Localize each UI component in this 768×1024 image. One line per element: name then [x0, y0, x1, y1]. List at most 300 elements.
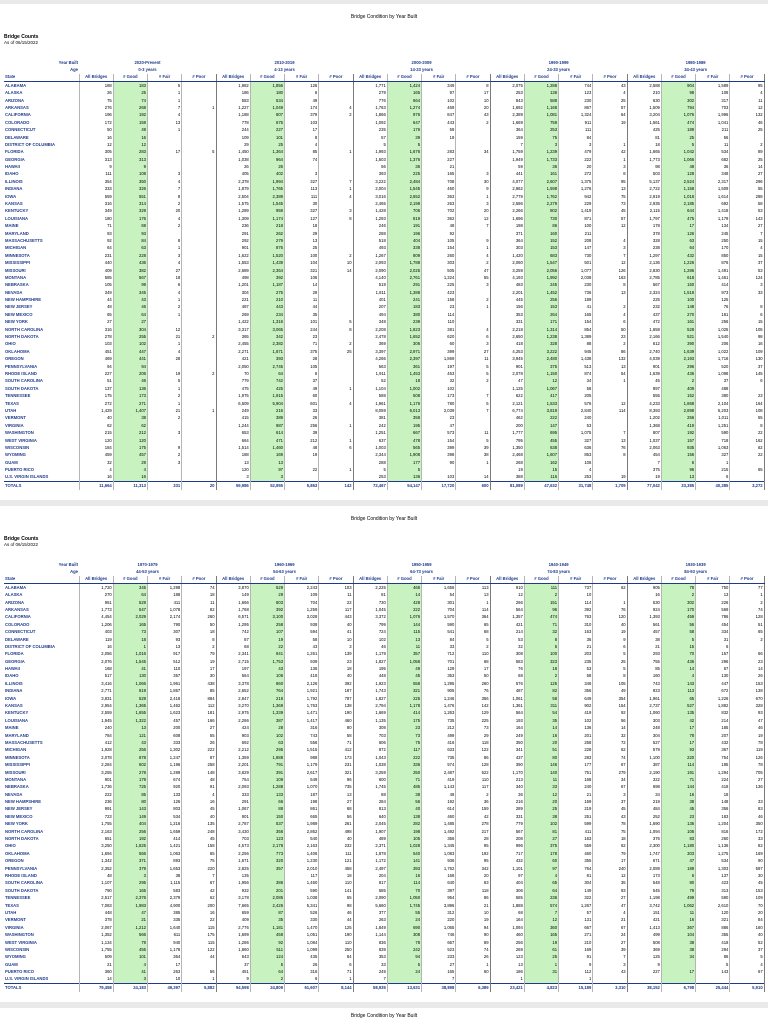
count-cell: 1: [182, 104, 216, 111]
count-cell: 559: [559, 843, 593, 850]
count-cell: 73: [113, 629, 147, 636]
state-name: WISCONSIN: [4, 444, 79, 451]
count-cell: 85: [627, 665, 661, 672]
count-cell: 2,650: [490, 333, 524, 340]
count-cell: 83: [661, 835, 695, 842]
count-cell: 1,983: [113, 902, 147, 909]
count-cell: 387: [250, 717, 284, 724]
count-cell: 2,201: [216, 762, 250, 769]
count-cell: 49: [387, 665, 421, 672]
count-cell: 93: [148, 636, 182, 643]
count-cell: 36: [696, 163, 730, 170]
count-cell: 27: [593, 939, 627, 946]
table-row: [4, 895, 764, 902]
count-cell: 84: [730, 917, 764, 924]
count-cell: 1,368: [627, 422, 661, 429]
table-row: [4, 629, 764, 636]
count-cell: 222: [387, 754, 421, 761]
count-cell: [182, 422, 216, 429]
count-cell: 1,179: [285, 762, 319, 769]
table-row: [4, 104, 764, 111]
count-cell: 21: [627, 643, 661, 650]
state-name: NEW JERSEY: [4, 806, 79, 813]
count-cell: 190: [319, 710, 353, 717]
count-cell: 1,226: [696, 695, 730, 702]
count-cell: 4: [456, 326, 490, 333]
count-cell: [148, 363, 182, 370]
count-cell: 754: [216, 776, 250, 783]
count-cell: 2,426: [250, 902, 284, 909]
count-cell: 207: [353, 304, 387, 311]
count-cell: [182, 400, 216, 407]
count-cell: 2,847: [216, 695, 250, 702]
count-cell: 836: [353, 939, 387, 946]
count-cell: 278: [79, 333, 113, 340]
count-cell: [319, 127, 353, 134]
count-cell: 4: [148, 348, 182, 355]
state-name: WEST VIRGINIA: [4, 939, 79, 946]
count-cell: 460: [319, 717, 353, 724]
count-cell: 102: [250, 732, 284, 739]
count-cell: 667: [559, 924, 593, 931]
count-cell: 450: [422, 186, 456, 193]
count-cell: 193: [490, 717, 524, 724]
count-cell: 70: [216, 370, 250, 377]
count-cell: 4: [593, 237, 627, 244]
count-cell: 1,989: [285, 821, 319, 828]
count-cell: 421: [627, 917, 661, 924]
count-cell: 5: [182, 149, 216, 156]
count-cell: 150: [661, 282, 695, 289]
count-cell: 6: [696, 474, 730, 482]
count-cell: [319, 141, 353, 148]
count-cell: 5,203: [696, 407, 730, 414]
count-cell: 258: [250, 621, 284, 628]
count-cell: 1,419: [559, 208, 593, 215]
count-cell: 1,016: [113, 651, 147, 658]
count-cell: 291: [216, 230, 250, 237]
count-cell: 34: [627, 791, 661, 798]
count-cell: 62: [593, 584, 627, 592]
table-row: [4, 112, 764, 119]
total-cell: 23,421: [490, 984, 524, 992]
count-cell: 95: [456, 843, 490, 850]
count-cell: 1,518: [661, 289, 695, 296]
count-cell: 459: [79, 452, 113, 459]
count-cell: 6: [593, 319, 627, 326]
state-name: TEXAS: [4, 400, 79, 407]
state-name: GUAM: [4, 961, 79, 968]
count-cell: 21: [148, 407, 182, 414]
count-cell: 105: [730, 326, 764, 333]
count-cell: 293: [627, 651, 661, 658]
count-cell: 1,690: [627, 821, 661, 828]
column-header: # Fair: [422, 576, 456, 584]
count-cell: 25: [285, 245, 319, 252]
count-cell: 1,263: [422, 710, 456, 717]
count-cell: 375: [524, 843, 558, 850]
count-cell: 1,062: [661, 902, 695, 909]
count-cell: 6: [696, 643, 730, 650]
count-cell: 1,653: [148, 865, 182, 872]
count-cell: 599: [559, 821, 593, 828]
state-name: ARIZONA: [4, 599, 79, 606]
count-cell: 170: [661, 606, 695, 613]
count-cell: [319, 119, 353, 126]
count-cell: 45: [387, 673, 421, 680]
count-cell: 1,867: [148, 688, 182, 695]
count-cell: 1: [182, 407, 216, 414]
count-cell: 5,660: [353, 902, 387, 909]
count-cell: 43: [285, 643, 319, 650]
count-cell: [182, 459, 216, 466]
count-cell: 46: [353, 643, 387, 650]
count-cell: 932: [216, 887, 250, 894]
year-built-label: Year Built: [58, 59, 78, 65]
count-cell: 809: [387, 252, 421, 259]
count-cell: [319, 97, 353, 104]
count-cell: 37: [593, 799, 627, 806]
count-cell: 84: [422, 636, 456, 643]
count-cell: 27: [422, 961, 456, 968]
count-cell: 6: [148, 282, 182, 289]
count-cell: 166: [182, 717, 216, 724]
count-cell: 74: [593, 754, 627, 761]
count-cell: 198: [387, 828, 421, 835]
count-cell: 93: [593, 887, 627, 894]
count-cell: 2,163: [79, 828, 113, 835]
count-cell: 163: [559, 629, 593, 636]
count-cell: 1: [148, 127, 182, 134]
count-cell: 2: [456, 260, 490, 267]
table-row: [4, 186, 764, 193]
count-cell: 1,413: [627, 924, 661, 931]
count-cell: 350: [113, 178, 147, 185]
count-cell: 1: [319, 422, 353, 429]
count-cell: 558: [285, 739, 319, 746]
count-cell: 8: [456, 82, 490, 90]
count-cell: 26: [250, 163, 284, 170]
count-cell: 68: [319, 806, 353, 813]
count-cell: 110: [456, 651, 490, 658]
count-cell: 367: [661, 924, 695, 931]
count-cell: 7: [593, 252, 627, 259]
count-cell: 250: [696, 237, 730, 244]
count-cell: 672: [696, 688, 730, 695]
count-cell: 37: [730, 363, 764, 370]
table-row: [4, 474, 764, 482]
count-cell: 114: [422, 311, 456, 318]
count-cell: 2: [319, 341, 353, 348]
count-cell: 2,271: [216, 348, 250, 355]
age-label: Age: [70, 568, 78, 574]
state-name: RHODE ISLAND: [4, 370, 79, 377]
count-cell: 71: [319, 739, 353, 746]
count-cell: 23: [319, 658, 353, 665]
total-cell: 13,631: [387, 984, 421, 992]
count-cell: 92: [79, 237, 113, 244]
count-cell: 651: [79, 835, 113, 842]
column-header: # Good: [387, 74, 421, 82]
count-cell: 211: [559, 230, 593, 237]
count-cell: 271: [559, 932, 593, 939]
count-cell: 84: [319, 954, 353, 961]
count-cell: 744: [559, 82, 593, 90]
totals-row: [4, 984, 764, 992]
count-cell: 216: [490, 799, 524, 806]
count-cell: 3,430: [216, 828, 250, 835]
count-cell: 103: [319, 584, 353, 592]
count-cell: 346: [559, 680, 593, 687]
count-cell: [456, 415, 490, 422]
table-row: [4, 739, 764, 746]
count-cell: 807: [250, 112, 284, 119]
count-cell: 136: [113, 385, 147, 392]
year-range-header: 1960-1969: [274, 561, 295, 567]
count-cell: 327: [559, 437, 593, 444]
count-cell: 7,665: [216, 902, 250, 909]
state-name: OREGON: [4, 356, 79, 363]
count-cell: 611: [148, 932, 182, 939]
count-cell: 340: [490, 784, 524, 791]
count-cell: 109: [250, 776, 284, 783]
count-cell: 13: [593, 363, 627, 370]
table-row: [4, 887, 764, 894]
count-cell: 272: [79, 400, 113, 407]
count-cell: 649: [559, 695, 593, 702]
count-cell: 33: [353, 961, 387, 968]
count-cell: 9: [559, 961, 593, 968]
count-cell: 409: [661, 385, 695, 392]
count-cell: 350: [490, 739, 524, 746]
count-cell: 418: [696, 784, 730, 791]
count-cell: 6: [319, 961, 353, 968]
count-cell: [182, 163, 216, 170]
count-cell: 618: [661, 274, 695, 281]
count-cell: 441: [490, 171, 524, 178]
count-cell: 28: [148, 356, 182, 363]
count-cell: 1,417: [285, 717, 319, 724]
count-cell: 417: [524, 393, 558, 400]
count-cell: 458: [250, 932, 284, 939]
count-cell: 164: [730, 400, 764, 407]
state-name: OREGON: [4, 858, 79, 865]
count-cell: [182, 156, 216, 163]
count-cell: 764: [250, 688, 284, 695]
count-cell: [730, 134, 764, 141]
count-cell: 2,975: [216, 710, 250, 717]
count-cell: 103: [285, 119, 319, 126]
count-cell: 120: [79, 437, 113, 444]
count-cell: 159: [456, 806, 490, 813]
state-column-header: State: [4, 576, 79, 584]
count-cell: 704: [422, 606, 456, 613]
state-name: NEW JERSEY: [4, 304, 79, 311]
count-cell: 448: [353, 673, 387, 680]
count-cell: 608: [148, 732, 182, 739]
count-cell: 183: [387, 304, 421, 311]
count-cell: 246: [353, 223, 387, 230]
count-cell: [456, 466, 490, 473]
count-cell: 418: [285, 673, 319, 680]
table-row: [4, 961, 764, 968]
state-name: LOUISIANA: [4, 215, 79, 222]
count-cell: 5: [353, 141, 387, 148]
count-cell: 703: [216, 835, 250, 842]
count-cell: 832: [696, 710, 730, 717]
count-cell: 1,049: [250, 104, 284, 111]
count-cell: 1,421: [148, 843, 182, 850]
count-cell: 12: [524, 378, 558, 385]
count-cell: 664: [216, 437, 250, 444]
count-cell: 742: [216, 629, 250, 636]
count-cell: 1,212: [113, 924, 147, 931]
count-cell: [456, 289, 490, 296]
count-cell: 296: [661, 363, 695, 370]
count-cell: 1,961: [148, 680, 182, 687]
count-cell: 2,919: [627, 193, 661, 200]
count-cell: 1,575: [216, 200, 250, 207]
count-cell: 924: [627, 606, 661, 613]
count-cell: 923: [627, 688, 661, 695]
count-cell: 18: [593, 835, 627, 842]
count-cell: 5: [456, 437, 490, 444]
count-cell: 8,059: [353, 407, 387, 414]
state-name: IOWA: [4, 193, 79, 200]
table-row: [4, 134, 764, 141]
count-cell: 57: [593, 104, 627, 111]
count-cell: 5: [319, 319, 353, 326]
count-cell: 251: [559, 813, 593, 820]
count-cell: 136: [730, 784, 764, 791]
count-cell: 1,762: [422, 865, 456, 872]
count-cell: [422, 466, 456, 473]
count-cell: 123: [490, 954, 524, 961]
count-cell: 1,364: [250, 149, 284, 156]
count-cell: 157: [696, 651, 730, 658]
as-of-date: As of 06/15/2022: [4, 542, 39, 547]
count-cell: 51: [730, 621, 764, 628]
count-cell: 307: [148, 629, 182, 636]
count-cell: 159: [113, 119, 147, 126]
count-cell: 356: [422, 835, 456, 842]
count-cell: 1,470: [285, 924, 319, 931]
count-cell: 260: [696, 835, 730, 842]
count-cell: 154: [422, 437, 456, 444]
count-cell: 503: [627, 171, 661, 178]
count-cell: 218: [250, 695, 284, 702]
state-name: NORTH DAKOTA: [4, 835, 79, 842]
count-cell: 1,923: [353, 680, 387, 687]
count-cell: [456, 141, 490, 148]
state-name: MISSOURI: [4, 267, 79, 274]
count-cell: 1,216: [148, 821, 182, 828]
count-cell: 206: [696, 341, 730, 348]
count-cell: 13: [593, 437, 627, 444]
count-cell: 158: [182, 843, 216, 850]
count-cell: 25: [593, 658, 627, 665]
count-cell: 436: [661, 658, 695, 665]
count-cell: 1,461: [696, 274, 730, 281]
count-cell: 283: [422, 149, 456, 156]
count-cell: 3: [456, 282, 490, 289]
count-cell: 3,222: [353, 178, 387, 185]
count-cell: 1: [593, 141, 627, 148]
count-cell: [182, 252, 216, 259]
count-cell: [148, 230, 182, 237]
count-cell: 2,284: [79, 762, 113, 769]
count-cell: 2,266: [490, 208, 524, 215]
count-cell: 2,090: [353, 267, 387, 274]
count-cell: 144: [387, 621, 421, 628]
count-cell: 141: [387, 858, 421, 865]
count-cell: 803: [148, 806, 182, 813]
table-row: [4, 267, 764, 274]
count-cell: 16: [79, 474, 113, 482]
count-cell: 3: [524, 141, 558, 148]
total-cell: 61,607: [285, 984, 319, 992]
count-cell: 18: [627, 141, 661, 148]
count-cell: 2,379: [148, 895, 182, 902]
count-cell: 1,286: [216, 939, 250, 946]
count-cell: 436: [113, 260, 147, 267]
count-cell: 4: [730, 961, 764, 968]
count-cell: 23: [593, 333, 627, 340]
count-cell: 540: [387, 850, 421, 857]
state-name: IOWA: [4, 695, 79, 702]
count-cell: 505: [422, 267, 456, 274]
count-cell: 576: [559, 400, 593, 407]
table-row: [4, 843, 764, 850]
count-cell: 364: [148, 954, 182, 961]
count-cell: 36: [387, 163, 421, 170]
count-cell: 1,389: [559, 333, 593, 340]
table-row: [4, 252, 764, 259]
count-cell: 305: [79, 149, 113, 156]
count-cell: 173: [627, 872, 661, 879]
count-cell: 487: [216, 304, 250, 311]
count-cell: 1,042: [661, 149, 695, 156]
count-cell: 19: [182, 658, 216, 665]
count-cell: 71: [661, 776, 695, 783]
count-cell: 111: [79, 171, 113, 178]
count-cell: 364: [456, 614, 490, 621]
count-cell: [593, 297, 627, 304]
count-cell: 564: [490, 606, 524, 613]
count-cell: 8: [730, 304, 764, 311]
count-cell: 659: [216, 909, 250, 916]
count-cell: 212: [285, 437, 319, 444]
count-cell: [148, 156, 182, 163]
count-cell: 7: [593, 430, 627, 437]
count-cell: 18: [182, 592, 216, 599]
count-cell: 759: [524, 119, 558, 126]
count-cell: 68: [490, 909, 524, 916]
count-cell: [182, 97, 216, 104]
state-name: NEBRASKA: [4, 784, 79, 791]
count-cell: 51: [524, 747, 558, 754]
count-cell: 357: [148, 673, 182, 680]
count-cell: 614: [422, 806, 456, 813]
count-cell: 20: [524, 739, 558, 746]
count-cell: 1,656: [422, 584, 456, 592]
count-cell: 111: [559, 127, 593, 134]
count-cell: 55: [387, 909, 421, 916]
count-cell: [661, 961, 695, 968]
count-cell: 421: [490, 621, 524, 628]
count-cell: 403: [79, 629, 113, 636]
count-cell: 19: [593, 629, 627, 636]
